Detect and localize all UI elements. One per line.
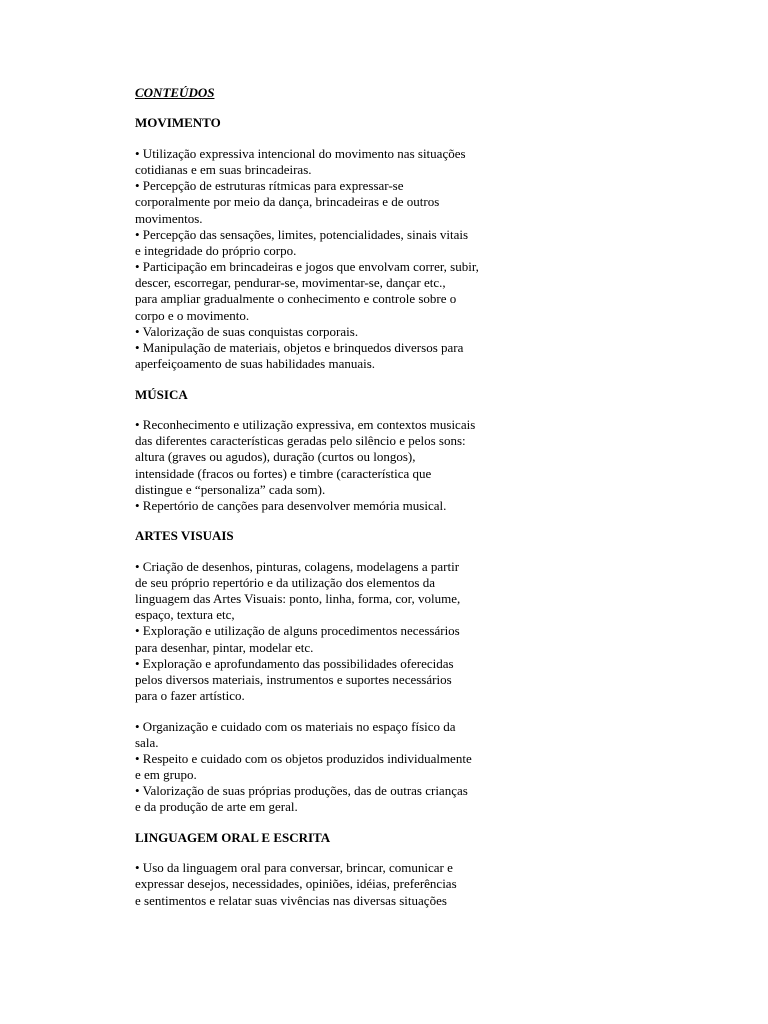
section-heading: LINGUAGEM ORAL E ESCRITA [135,829,331,845]
paragraph-block [135,860,555,909]
paragraph-line: pelos diversos materiais, instrumentos e suportes necessários [135,671,452,687]
paragraph-line: para desenhar, pintar, modelar etc. [135,639,314,655]
paragraph-line: • Repertório de canções para desenvolver memória musical. [135,497,447,513]
paragraph-line: espaço, textura etc, [135,607,235,623]
paragraph-line: linguagem das Artes Visuais: ponto, linha, forma, cor, volume, [135,591,461,606]
section-movimento [135,115,555,372]
section-heading: MÚSICA [135,386,188,402]
paragraph-line: para ampliar gradualmente o conhecimento e controle sobre o [135,291,457,307]
paragraph-line: • Percepção das sensações, limites, potencialidades, sinais vitais [135,226,469,242]
paragraph-line: • Uso da linguagem oral para conversar, brincar, comunicar e [135,860,453,876]
paragraph-line: de seu próprio repertório e da utilização dos elementos da [135,574,435,590]
paragraph-line: • Valorização de suas próprias produções, das de outras crianças [135,783,468,799]
paragraph-line: descer, escorregar, pendurar-se, movimentar-se, dançar etc., [135,275,446,291]
paragraph-line: movimentos. [135,210,203,226]
paragraph-line: • Exploração e aprofundamento das possibilidades oferecidas [135,655,454,671]
paragraph-line: sala. [135,734,159,750]
paragraph-line: e sentimentos e relatar suas vivências nas diversas situações [135,892,447,908]
section-artes-visuais [135,528,555,815]
paragraph-block [135,719,555,816]
paragraph-line: corpo e o movimento. [135,307,250,323]
paragraph-block [135,559,555,705]
paragraph-line: • Manipulação de materiais, objetos e brinquedos diversos para [135,340,464,355]
paragraph-line: • Reconhecimento e utilização expressiva, em contextos musicais [135,416,476,432]
paragraph-line: distingue e “personaliza” cada som). [135,481,326,497]
paragraph-line: para o fazer artístico. [135,688,245,704]
section-heading: ARTES VISUAIS [135,528,234,544]
paragraph-line: • Percepção de estruturas rítmicas para expressar-se [135,178,404,194]
paragraph-line: cotidianas e em suas brincadeiras. [135,161,312,177]
paragraph-line: • Respeito e cuidado com os objetos produzidos individualmente [135,750,472,766]
section-linguagem-oral-e-escrita [135,830,555,909]
paragraph-line: • Organização e cuidado com os materiais no espaço físico da [135,718,456,734]
paragraph-block [135,417,555,514]
paragraph-line: das diferentes características geradas pelo silêncio e pelos sons: [135,433,466,449]
paragraph-line: intensidade (fracos ou fortes) e timbre (característica que [135,465,432,481]
paragraph-line: corporalmente por meio da dança, brincadeiras e de outros [135,194,440,210]
paragraph-line: e da produção de arte em geral. [135,799,298,815]
document-content [135,85,555,909]
paragraph-line: • Participação em brincadeiras e jogos que envolvam correr, subir, [135,259,479,275]
paragraph-line: e em grupo. [135,767,197,783]
paragraph-line: altura (graves ou agudos), duração (curtos ou longos), [135,449,416,465]
paragraph-line: • Exploração e utilização de alguns procedimentos necessários [135,623,460,639]
paragraph-block [135,146,555,373]
paragraph-line: • Criação de desenhos, pinturas, colagens, modelagens a partir [135,558,460,574]
paragraph-line: • Valorização de suas conquistas corporais. [135,323,359,339]
paragraph-line: expressar desejos, necessidades, opiniões, idéias, preferências [135,876,457,892]
paragraph-line: aperfeiçoamento de suas habilidades manuais. [135,356,376,372]
document-title: CONTEÚDOS [135,85,215,100]
section-heading: MOVIMENTO [135,115,221,131]
section-musica [135,387,555,515]
paragraph-line: e integridade do próprio corpo. [135,242,297,258]
paragraph-line: • Utilização expressiva intencional do movimento nas situações [135,145,466,161]
